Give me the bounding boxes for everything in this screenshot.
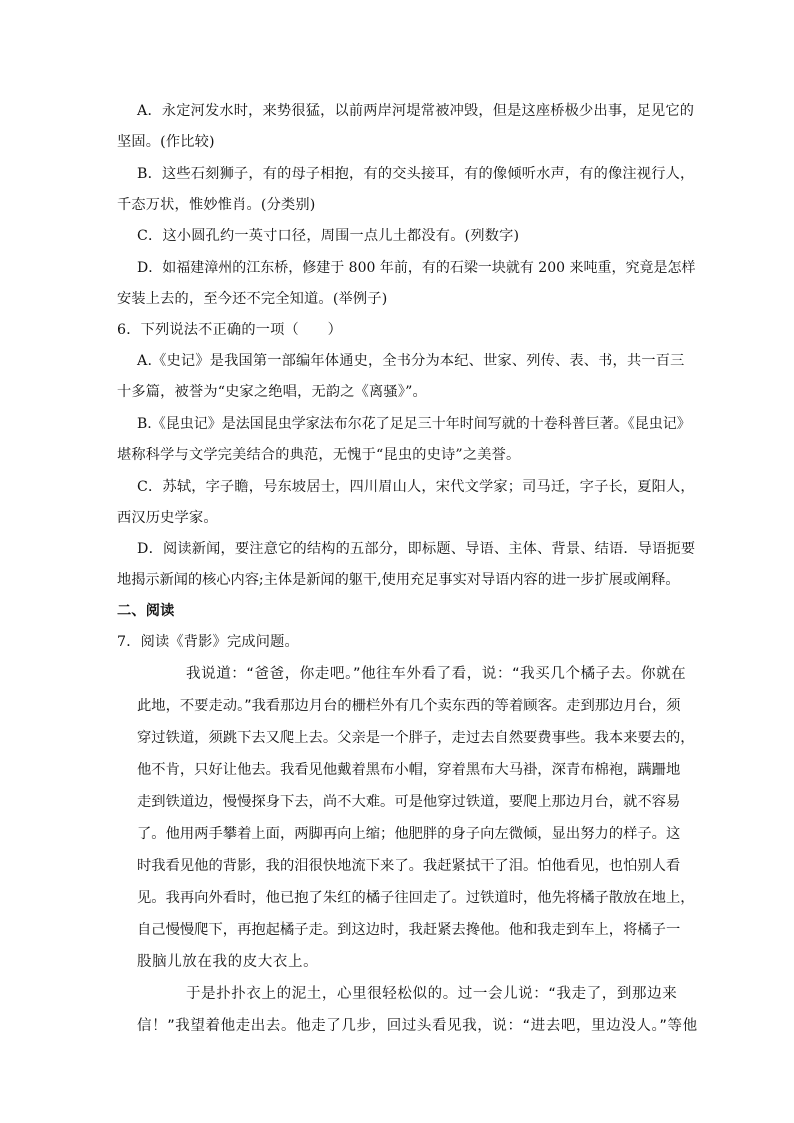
q6-option-b-line2: 堪称科学与文学完美结合的典范，无愧于“昆虫的史诗”之美誉。 xyxy=(117,447,521,463)
q5-option-b-line2: 千态万状，惟妙惟肖。(分类别) xyxy=(117,197,316,213)
q6-stem: 6．下列说法不正确的一项（ ） xyxy=(117,322,343,338)
q5-option-c-line1: C．这小圆孔约一英寸口径，周围一点儿土都没有。(列数字) xyxy=(137,228,520,244)
passage-line: 见。我再向外看时，他已抱了朱红的橘子往回走了。过铁道时，他先将橘子散放在地上， xyxy=(137,890,695,906)
passage-line: 穿过铁道，须跳下去又爬上去。父亲是一个胖子，走过去自然要费事些。我本来要去的， xyxy=(137,730,695,746)
passage-line: 自己慢慢爬下，再抱起橘子走。到这边时，我赶紧去搀他。他和我走到车上，将橘子一 xyxy=(137,922,681,938)
passage-line: 我说道：“爸爸，你走吧。”他往车外看了看，说：“我买几个橘子去。你就在 xyxy=(186,666,687,682)
q5-option-d-line2: 安装上去的，至今还不完全知道。(举例子) xyxy=(117,291,388,307)
passage-line: 他不肯，只好让他去。我看见他戴着黑布小帽，穿着黑布大马褂，深青布棉袍，蹒跚地 xyxy=(137,762,681,778)
q5-option-a-line1: A．永定河发水时，来势很猛，以前两岸河堤常被冲毁，但是这座桥极少出事，足见它的 xyxy=(137,103,695,119)
q6-option-a-line2: 十多篇，被誉为“史家之绝唱，无韵之《离骚》”。 xyxy=(117,384,427,400)
passage-line: 股脑儿放在我的皮大衣上。 xyxy=(137,954,319,970)
passage-line: 于是扑扑衣上的泥土，心里很轻松似的。过一会儿说：“我走了，到那边来 xyxy=(186,986,678,1002)
passage-line: 时我看见他的背影，我的泪很快地流下来了。我赶紧拭干了泪。怕他看见，也怕别人看 xyxy=(137,858,681,874)
q5-option-a-line2: 坚固。(作比较) xyxy=(117,134,215,150)
passage-line: 信！”我望着他走出去。他走了几步，回过头看见我，说：“进去吧，里边没人。”等他 xyxy=(137,1018,698,1034)
q5-option-b-line1: B．这些石刻狮子，有的母子相抱，有的交头接耳，有的像倾听水声，有的像注视行人， xyxy=(137,166,695,182)
passage-line: 此地，不要走动。”我看那边月台的栅栏外有几个卖东西的等着顾客。走到那边月台，须 xyxy=(137,698,681,714)
q6-option-a-line1: A.《史记》是我国第一部编年体通史，全书分为本纪、世家、列传、表、书，共一百三 xyxy=(137,353,685,369)
q6-option-b-line1: B.《昆虫记》是法国昆虫学家法布尔花了足足三十年时间写就的十卷科普巨著。《昆虫记》 xyxy=(137,416,691,432)
q7-stem: 7．阅读《背影》完成问题。 xyxy=(117,634,299,650)
section-heading-reading: 二、阅读 xyxy=(117,603,175,619)
q6-option-d-line2: 地揭示新闻的核心内容;主体是新闻的躯干,使用充足事实对导语内容的进一步扩展或阐释。 xyxy=(117,572,680,588)
q5-option-d-line1: D．如福建漳州的江东桥，修建于 800 年前，有的石梁一块就有 200 来吨重，究竟是怎样 xyxy=(137,260,696,276)
passage-line: 走到铁道边，慢慢探身下去，尚不大难。可是他穿过铁道，要爬上那边月台，就不容易 xyxy=(137,794,681,810)
q6-option-d-line1: D．阅读新闻，要注意它的结构的五部分，即标题、导语、主体、背景、结语．导语扼要 xyxy=(137,541,696,557)
q6-option-c-line2: 西汉历史学家。 xyxy=(117,510,218,526)
q6-option-c-line1: C．苏轼，字子瞻，号东坡居士，四川眉山人，宋代文学家；司马迁，字子长，夏阳人， xyxy=(137,479,695,495)
passage-line: 了。他用两手攀着上面，两脚再向上缩；他肥胖的身子向左微倾，显出努力的样子。这 xyxy=(137,826,681,842)
